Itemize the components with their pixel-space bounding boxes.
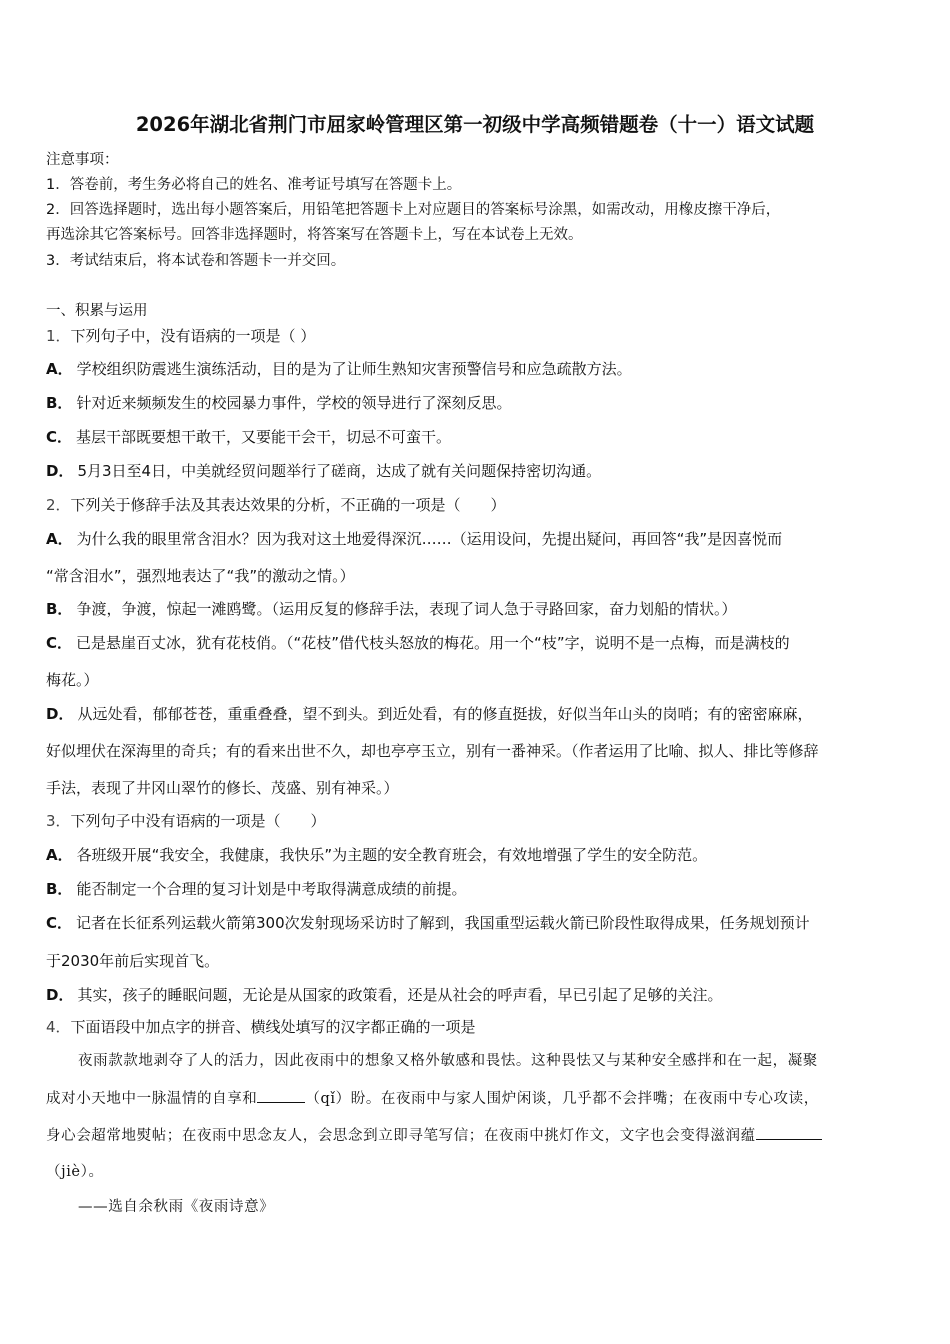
option-text: 5月3日至4日，中美就经贸问题举行了磋商，达成了就有关问题保持密切沟通。: [77, 462, 602, 480]
q2-option-c-cont: 梅花。）: [46, 671, 99, 689]
q2-option-d-cont: 好似埋伏在深海里的奇兵；有的看来出世不久，却也亭亭玉立，别有一番神采。（作者运用了比喻、拟人、排比等修辞: [46, 742, 819, 760]
option-text: 已是悬崖百丈冰，犹有花枝俏。（“花枝”借代枝头怒放的梅花。用一个“枝”字，说明不是一点梅，而是满枝的: [76, 634, 790, 652]
question-1-stem: [46, 326, 906, 346]
option-label: A．: [46, 846, 73, 864]
note-item: 1．答卷前，考生务必将自己的姓名、准考证号填写在答题卡上。: [46, 177, 462, 193]
q3-option-a: [46, 845, 906, 865]
note-item: 3．考试结束后，将本试卷和答题卡一并交回。: [46, 253, 346, 269]
option-label: D．: [46, 986, 74, 1004]
option-text: 记者在长征系列运载火箭第300次发射现场采访时了解到，我国重型运载火箭已阶段性取得成果，任务规划预计: [76, 914, 810, 932]
q2-option-c: [46, 633, 906, 653]
option-label: C．: [46, 428, 73, 446]
passage-text: 成对小天地中一脉温情的自享和: [46, 1091, 258, 1107]
q1-option-d: [46, 461, 906, 481]
option-text: 学校组织防震逃生演练活动，目的是为了让师生熟知灾害预警信号和应急疏散方法。: [76, 360, 632, 378]
q2-option-d: [46, 704, 906, 724]
question-text: 下列句子中，没有语病的一项是（ ）: [70, 327, 316, 345]
option-label: B．: [46, 394, 73, 412]
q3-option-d: [46, 985, 906, 1005]
option-label: B．: [46, 600, 73, 618]
question-text: 下列句子中没有语病的一项是（ ）: [70, 812, 326, 830]
q1-option-a: [46, 359, 906, 379]
option-text: 基层干部既要想干敢干，又要能干会干，切忌不可蛮干。: [76, 428, 452, 446]
question-number: 3．: [46, 812, 71, 830]
option-label: A．: [46, 530, 73, 548]
passage-line: [46, 1088, 906, 1109]
q1-option-c: [46, 427, 906, 447]
question-text: 下面语段中加点字的拼音、横线处填写的汉字都正确的一项是: [70, 1018, 476, 1036]
note-item: 再选涂其它答案标号。回答非选择题时，将答案写在答题卡上，写在本试卷上无效。: [46, 227, 583, 243]
option-label: A．: [46, 360, 73, 378]
passage-line: [46, 1125, 906, 1146]
option-label: D．: [46, 705, 74, 723]
question-number: 1．: [46, 327, 71, 345]
note-item: 2．回答选择题时，选出每小题答案后，用铅笔把答题卡上对应题目的答案标号涂黑，如需改动，用橡皮擦干净后，: [46, 202, 781, 218]
option-text: 其实，孩子的睡眠问题，无论是从国家的政策看，还是从社会的呼声看，早已引起了足够的关注。: [77, 986, 723, 1004]
option-text: 各班级开展“我安全，我健康，我快乐”为主题的安全教育班会，有效地增强了学生的安全防范。: [76, 846, 708, 864]
q2-option-b: [46, 599, 906, 619]
passage-text: （qǐ）盼。在夜雨中与家人围炉闲谈，几乎都不会拌嘴；在夜雨中专心攻读，: [305, 1091, 819, 1107]
q2-option-a: [46, 529, 906, 549]
question-number: 4．: [46, 1018, 71, 1036]
question-4-stem: [46, 1017, 906, 1037]
page-title: 2026年湖北省荆门市屈家岭管理区第一初级中学高频错题卷（十一）语文试题: [135, 113, 815, 136]
fill-blank: [257, 1088, 305, 1103]
q2-option-a-cont: “常含泪水”，强烈地表达了“我”的激动之情。）: [46, 567, 355, 585]
question-text: 下列关于修辞手法及其表达效果的分析，不正确的一项是（ ）: [70, 496, 506, 514]
passage-source: ——选自余秋雨《夜雨诗意》: [78, 1199, 275, 1215]
option-text: 为什么我的眼里常含泪水？因为我对这土地爱得深沉……（运用设问，先提出疑问，再回答“我”是因喜悦而: [76, 530, 783, 548]
option-label: D．: [46, 462, 74, 480]
option-text: 从远处看，郁郁苍苍，重重叠叠，望不到头。到近处看，有的修直挺拔，好似当年山头的岗哨；有的密密麻麻，: [77, 705, 813, 723]
option-text: 争渡，争渡，惊起一滩鸥鹭。（运用反复的修辞手法，表现了词人急于寻路回家，奋力划船的情状。）: [76, 600, 737, 618]
q2-option-d-cont: 手法，表现了井冈山翠竹的修长、茂盛、别有神采。）: [46, 779, 399, 797]
passage-line: （jiè）。: [46, 1164, 104, 1180]
option-text: 能否制定一个合理的复习计划是中考取得满意成绩的前提。: [76, 880, 467, 898]
section-heading: 一、积累与运用: [46, 303, 148, 319]
option-label: B．: [46, 880, 73, 898]
q1-option-b: [46, 393, 906, 413]
option-label: C．: [46, 634, 73, 652]
fill-blank: [756, 1125, 822, 1140]
question-number: 2．: [46, 496, 71, 514]
q3-option-c: [46, 913, 906, 933]
question-2-stem: [46, 495, 906, 515]
option-label: C．: [46, 914, 73, 932]
passage-line: 夜雨款款地剥夺了人的活力，因此夜雨中的想象又格外敏感和畏怯。这种畏怯又与某种安全感拌和在一起，凝聚: [78, 1053, 818, 1069]
notes-heading: 注意事项：: [46, 152, 119, 168]
option-text: 针对近来频频发生的校园暴力事件，学校的领导进行了深刻反思。: [76, 394, 512, 412]
question-3-stem: [46, 811, 906, 831]
passage-text: 身心会超常地熨帖；在夜雨中思念友人，会思念到立即寻笔写信；在夜雨中挑灯作文，文字也会变得滋润蕴: [46, 1128, 756, 1144]
q3-option-b: [46, 879, 906, 899]
q3-option-c-cont: 于2030年前后实现首飞。: [46, 952, 220, 970]
